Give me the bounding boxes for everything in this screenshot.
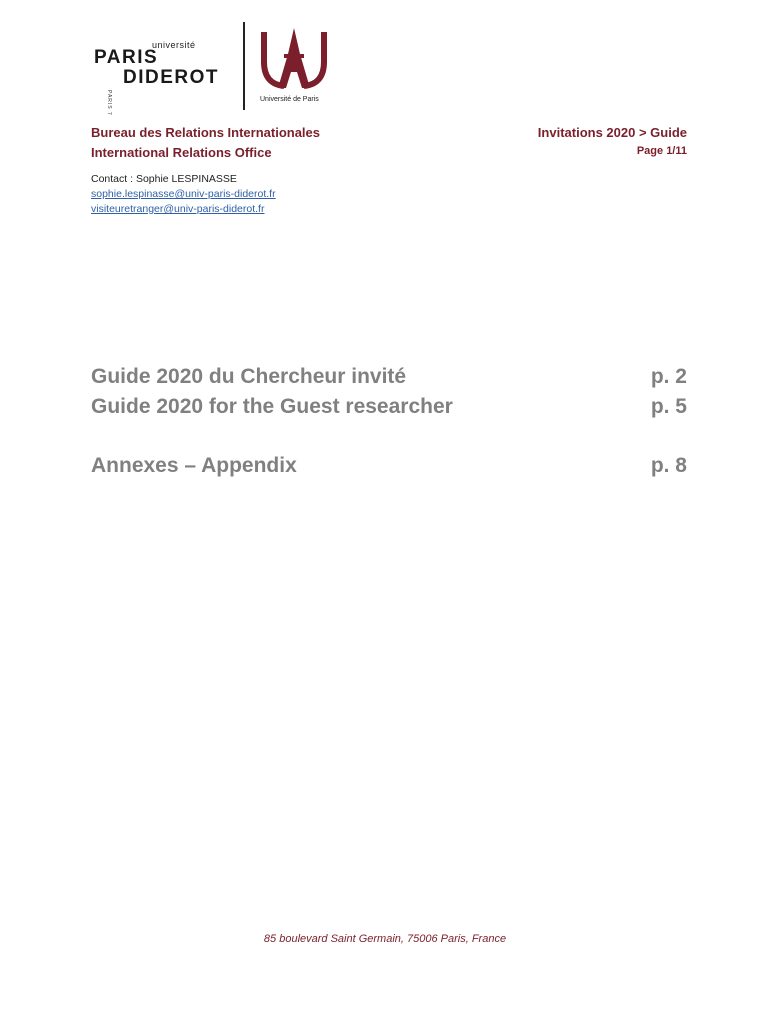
- logo-up-name: Université de Paris: [260, 96, 319, 103]
- logo-universite-text: université: [152, 40, 196, 50]
- office-name-fr: Bureau des Relations Internationales: [91, 125, 321, 140]
- toc-item: [91, 395, 687, 425]
- visitor-email-link[interactable]: visiteuretranger@univ-paris-diderot.fr: [91, 203, 265, 215]
- toc-item-page: p. 5: [650, 395, 687, 418]
- logo-paris7-text: PARIS 7: [106, 90, 112, 116]
- footer-address: 85 boulevard Saint Germain, 75006 Paris, France: [263, 933, 507, 945]
- toc-spacer: [91, 425, 687, 454]
- contact-label: Contact : Sophie LESPINASSE: [91, 173, 237, 185]
- office-name-en: International Relations Office: [91, 145, 272, 160]
- toc-item-title: Guide 2020 du Chercheur invité: [91, 365, 407, 388]
- contact-block: [91, 172, 276, 217]
- toc-item-page: p. 8: [650, 454, 687, 477]
- document-title: Invitations 2020 > Guide: [537, 125, 687, 140]
- contact-email-link[interactable]: sophie.lespinasse@univ-paris-diderot.fr: [91, 188, 276, 200]
- logo-paris-text: PARIS: [94, 47, 159, 68]
- page-number: Page 1/11: [636, 145, 687, 157]
- toc-item: [91, 454, 687, 484]
- university-logo: [90, 22, 340, 116]
- universite-de-paris-emblem-icon: [258, 24, 330, 92]
- toc-item-page: p. 2: [650, 365, 687, 388]
- logo-divider: [243, 22, 245, 110]
- office-name: [91, 123, 320, 163]
- toc-item-title: Annexes – Appendix: [91, 454, 297, 477]
- logo-diderot-text: DIDEROT: [123, 67, 219, 88]
- toc-item: [91, 365, 687, 395]
- table-of-contents: [91, 365, 687, 484]
- toc-item-title: Guide 2020 for the Guest researcher: [91, 395, 453, 418]
